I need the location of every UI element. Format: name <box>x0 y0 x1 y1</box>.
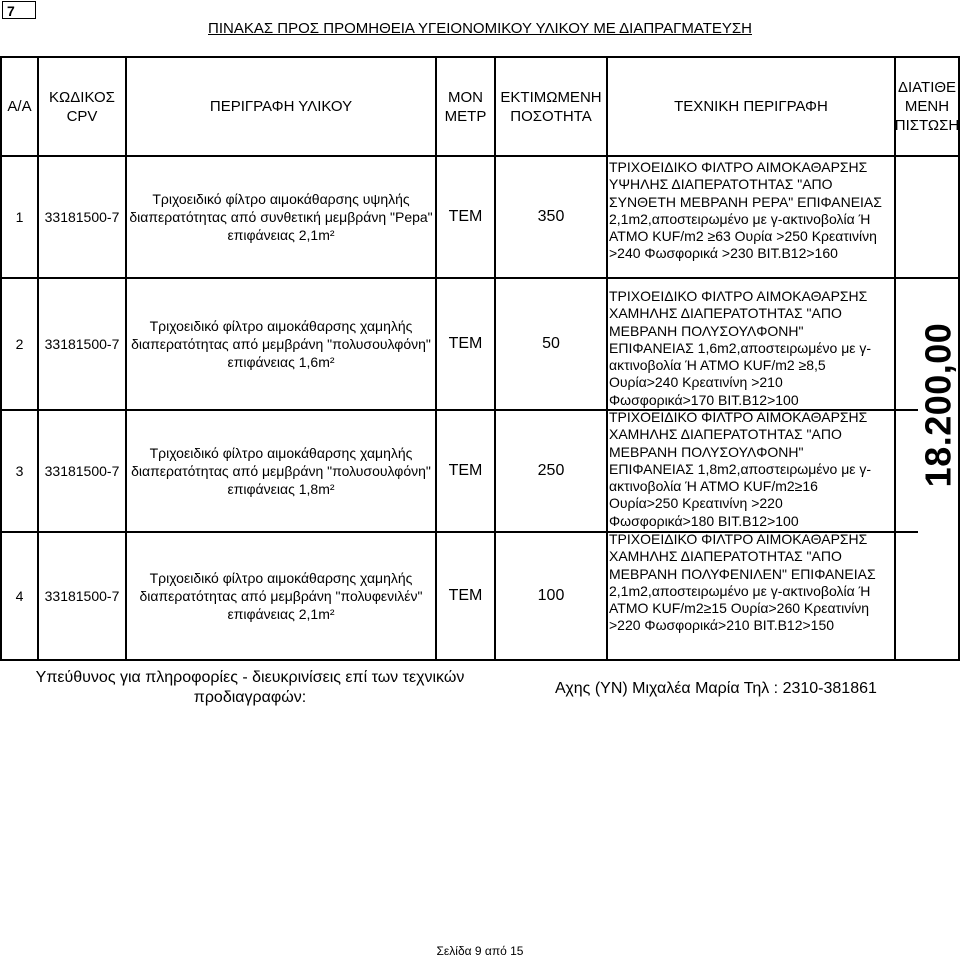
header-quantity: ΕΚΤΙΜΩΜΕΝΗ ΠΟΣΟΤΗΤΑ <box>500 88 602 125</box>
row3-description: Τριχοειδικό φίλτρο αιμοκάθαρσης χαμηλής διαπερατότητας από μεμβράνη "πολυσουλφόνη" επιφάνειας 1,8m² <box>131 445 431 497</box>
responsible-label: Υπεύθυνος για πληροφορίες - διευκρινίσεις επί των τεχνικών προδιαγραφών: <box>35 669 465 706</box>
row3-aa: 3 <box>15 463 24 479</box>
row1-quantity: 350 <box>537 208 565 225</box>
row4-unit: ΤΕΜ <box>448 587 483 604</box>
row1-tech: ΤΡΙΧΟΕΙΔΙΚΟ ΦΙΛΤΡΟ ΑΙΜΟΚΑΘΑΡΣΗΣ ΥΨΗΛΗΣ ΔΙΑΠΕΡΑΤΟΤΗΤΑΣ "ΑΠΟ ΣΥΝΘΕΤΗ ΜΕΒΡΑΝΗ PEPA" ΕΠΙΦΑΝΕΙΑΣ 2,1m2,αποστειρωμένο με γ-ακτινοβολία Ή ΑΤΜΟ KUF/m2 ≥63 Ουρία >250 Κρεατινίνη >240 Φωσφορικά >230 ΒΙΤ.Β12>160 <box>609 159 882 262</box>
total-credit-cell <box>918 310 958 500</box>
row1-cpv: 33181500-7 <box>44 209 120 225</box>
row2-description: Τριχοειδικό φίλτρο αιμοκάθαρσης χαμηλής διαπερατότητας από μεμβράνη "πολυσουλφόνη" επιφάνειας 1,6m² <box>131 318 431 370</box>
page-footer: Σελίδα 9 από 15 <box>436 944 524 958</box>
header-description: ΠΕΡΙΓΡΑΦΗ ΥΛΙΚΟΥ <box>209 98 353 115</box>
row4-tech: ΤΡΙΧΟΕΙΔΙΚΟ ΦΙΛΤΡΟ ΑΙΜΟΚΑΘΑΡΣΗΣ ΧΑΜΗΛΗΣ ΔΙΑΠΕΡΑΤΟΤΗΤΑΣ "ΑΠΟ ΜΕΒΡΑΝΗ ΠΟΛΥΦΕΝΙΛΕΝ" ΕΠΙΦΑΝΕΙΑΣ 2,1m2,αποστειρωμένο με γ-ακτινοβολία Ή ΑΤΜΟ KUF/m2≥15 Ουρία>260 Κρεατινίνη >220 Φωσφορικά>210 ΒΙΤ.Β12>150 <box>609 531 876 634</box>
header-tech: ΤΕΧΝΙΚΗ ΠΕΡΙΓΡΑΦΗ <box>674 98 828 115</box>
page-title: ΠΙΝΑΚΑΣ ΠΡΟΣ ΠΡΟΜΗΘΕΙΑ ΥΓΕΙΟΝΟΜΙΚΟΥ ΥΛΙΚΟΥ ΜΕ ΔΙΑΠΡΑΓΜΑΤΕΥΣΗ <box>208 20 752 37</box>
row3-tech: ΤΡΙΧΟΕΙΔΙΚΟ ΦΙΛΤΡΟ ΑΙΜΟΚΑΘΑΡΣΗΣ ΧΑΜΗΛΗΣ ΔΙΑΠΕΡΑΤΟΤΗΤΑΣ "ΑΠΟ ΜΕΒΡΑΝΗ ΠΟΛΥΣΟΥΛΦΟΝΗ" ΕΠΙΦΑΝΕΙΑΣ 1,8m2,αποστειρωμένο με γ- ακτινοβολία Ή ΑΤΜΟ KUF/m2≥16 Ουρία>250 Κρεατινίνη >220 Φωσφορικά>180 ΒΙΤ.Β12>100 <box>609 409 872 529</box>
row4-cpv: 33181500-7 <box>44 588 120 604</box>
row4-quantity: 100 <box>537 587 565 604</box>
row3-cpv: 33181500-7 <box>44 463 120 479</box>
row4-aa: 4 <box>15 588 24 604</box>
row3-unit: ΤΕΜ <box>448 462 483 479</box>
header-credit: ΔΙΑΤΙΘΕ ΜΕΝΗ ΠΙΣΤΩΣΗ <box>894 79 960 134</box>
contact-info: Αχης (ΥΝ) Μιχαλέα Μαρία Τηλ : 2310-381861 <box>555 680 877 697</box>
header-aa: Α/Α <box>7 98 32 115</box>
table-bottom-border <box>0 659 960 661</box>
header-cpv: ΚΩΔΙΚΟΣ CPV <box>49 88 115 125</box>
row1-unit: ΤΕΜ <box>448 208 483 225</box>
row3-quantity: 250 <box>537 462 565 479</box>
row1-description: Τριχοειδικό φίλτρο αιμοκάθαρσης υψηλής διαπερατότητας από συνθετική μεμβράνη "Pepa" επιφάνειας 2,1m² <box>129 191 433 243</box>
row4-description: Τριχοειδικό φίλτρο αιμοκάθαρσης χαμηλής διαπερατότητας από μεμβράνη "πολυφενιλέν" επιφάνειας 2,1m² <box>139 570 423 622</box>
row2-tech: ΤΡΙΧΟΕΙΔΙΚΟ ΦΙΛΤΡΟ ΑΙΜΟΚΑΘΑΡΣΗΣ ΧΑΜΗΛΗΣ ΔΙΑΠΕΡΑΤΟΤΗΤΑΣ "ΑΠΟ ΜΕΒΡΑΝΗ ΠΟΛΥΣΟΥΛΦΟΝΗ" ΕΠΙΦΑΝΕΙΑΣ 1,6m2,αποστειρωμένο με γ- ακτινοβολία Ή ΑΤΜΟ KUF/m2 ≥8,5 Ουρία>240 Κρεατινίνη >210 Φωσφορικά>170 ΒΙΤ.Β12>100 <box>609 288 872 408</box>
row2-aa: 2 <box>15 336 24 352</box>
header-unit: ΜΟΝ ΜΕΤΡ <box>444 88 487 125</box>
row2-quantity: 50 <box>542 335 560 352</box>
row2-unit: ΤΕΜ <box>448 335 483 352</box>
row1-aa: 1 <box>15 209 24 225</box>
total-credit-value: 18.200,00 <box>917 322 958 488</box>
page-number-box: 7 <box>2 1 36 19</box>
row2-cpv: 33181500-7 <box>44 336 120 352</box>
